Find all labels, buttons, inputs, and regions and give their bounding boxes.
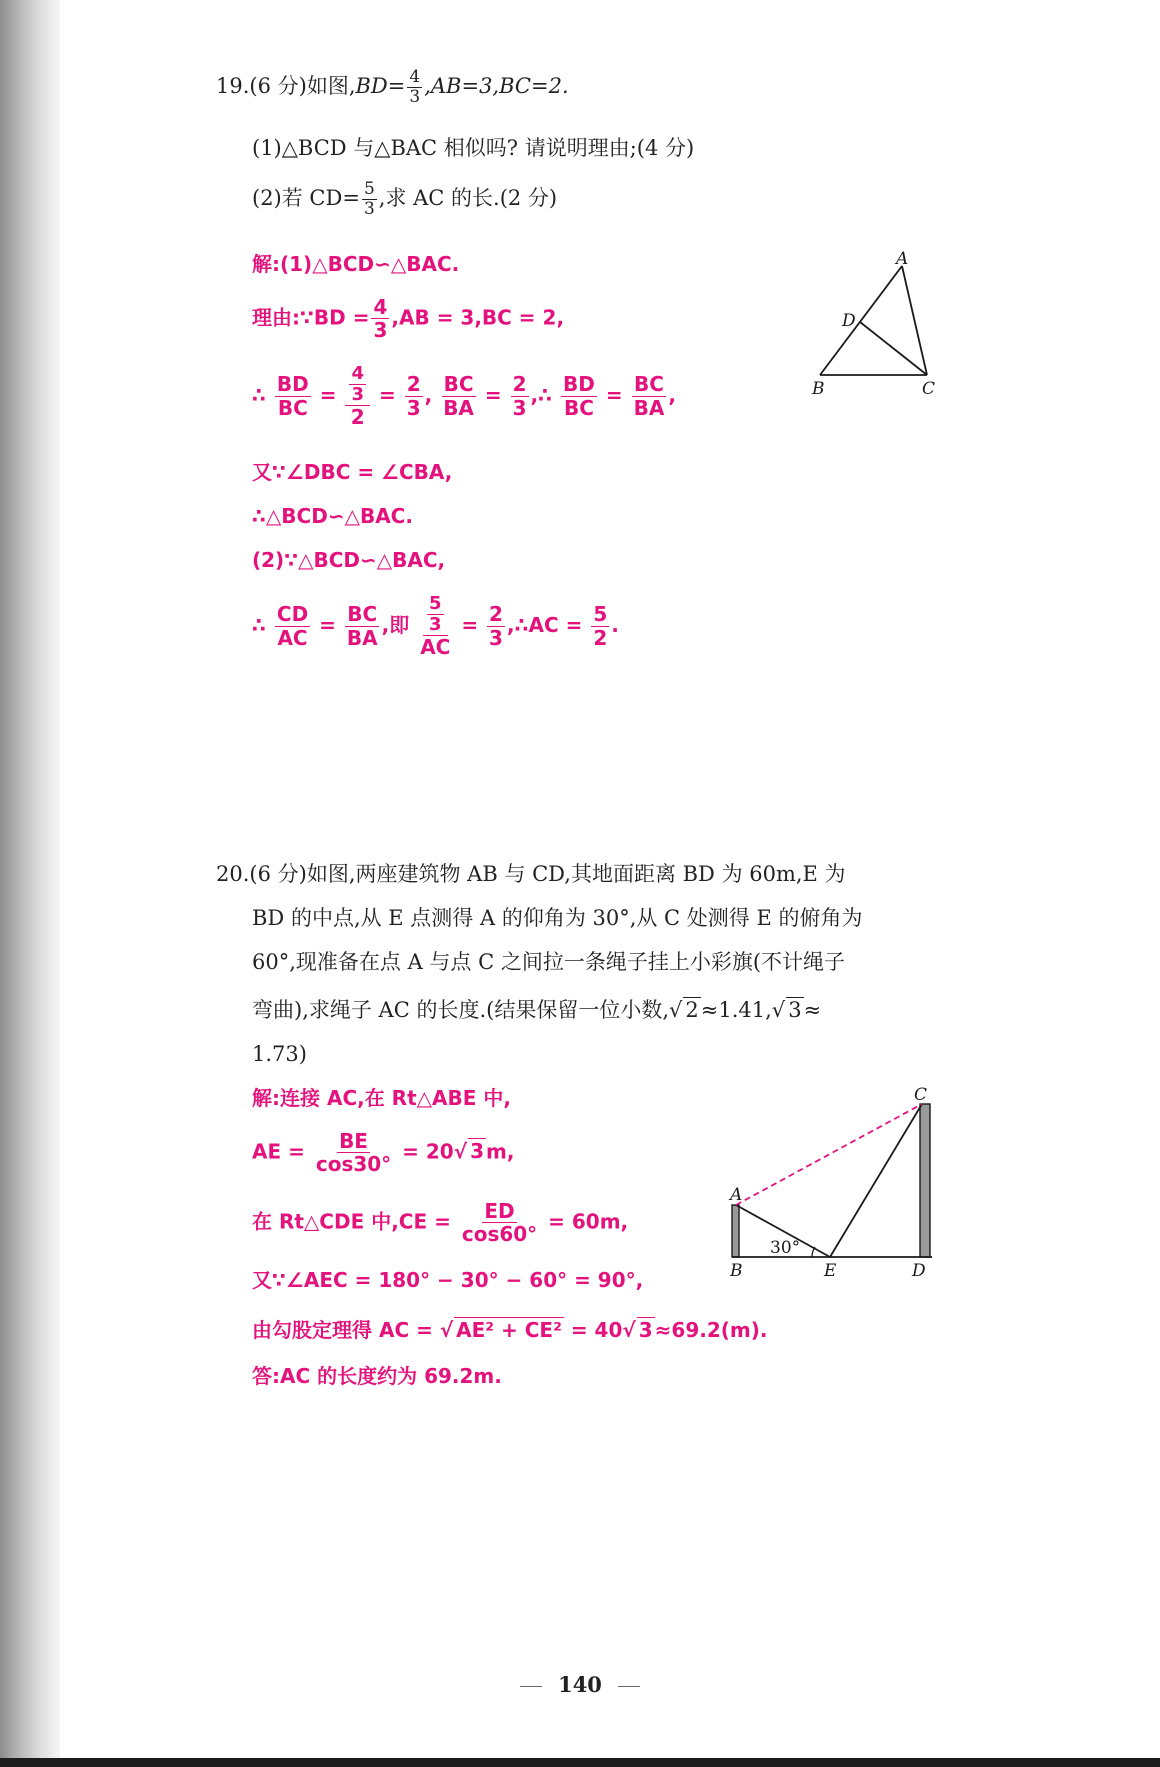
building-cd	[920, 1104, 930, 1257]
fraction-numerator: BC	[347, 602, 378, 627]
q20-line4-text: 弯曲),求绳子 AC 的长度.(结果保留一位小数,√	[252, 998, 683, 1022]
sol20-line2	[252, 1130, 514, 1176]
q19-bd-fraction	[407, 68, 422, 107]
fraction-numerator: BC	[634, 372, 664, 397]
sol20-ac-value: = 40	[570, 1318, 623, 1342]
footer-dash-left	[520, 1686, 542, 1687]
sol19-line2	[252, 296, 564, 342]
fraction-numerator: 4	[409, 67, 421, 87]
fraction-denominator: BC	[564, 395, 594, 420]
q20-line5: 1.73)	[252, 1042, 307, 1066]
label-c: C	[922, 379, 936, 399]
q19-part2-text: (2)若 CD=	[252, 186, 360, 211]
q19-bd-label: BD=	[355, 74, 406, 99]
sol19-line2-text: 理由:∵BD =	[252, 305, 370, 330]
q19-part2	[252, 180, 557, 219]
building-ab	[732, 1205, 739, 1257]
sol20-be-cos30-fraction	[314, 1130, 393, 1176]
sol19-line6: (2)∵△BCD∽△BAC,	[252, 548, 446, 572]
rope-ac	[736, 1104, 922, 1205]
sol19-bd-fraction	[371, 296, 389, 342]
fraction-numerator: 5	[593, 602, 608, 627]
triangle-figure-19	[800, 244, 950, 404]
q20-line1: 20.(6 分)如图,两座建筑物 AB 与 CD,其地面距离 BD 为 60m,E 为	[216, 862, 846, 886]
fraction-numerator: 5	[429, 593, 442, 614]
period: .	[611, 612, 619, 637]
bottom-edge	[0, 1758, 1160, 1767]
sqrt-radicand: 3	[470, 1139, 484, 1164]
sqrt-symbol: √	[453, 1139, 468, 1164]
fraction-numerator	[345, 364, 370, 406]
sol19-line5: ∴△BCD∽△BAC.	[252, 504, 413, 528]
label-e: E	[824, 1261, 837, 1280]
label-d: D	[842, 311, 856, 331]
sol19-bd-bc-ratio-2	[561, 373, 597, 419]
sol20-ac-approx: ≈69.2(m).	[654, 1318, 768, 1342]
fraction-numerator: 4	[351, 363, 364, 384]
sol19-inner-fraction	[349, 364, 366, 405]
fraction-denominator: BC	[277, 395, 308, 420]
therefore-symbol: ∴	[252, 382, 266, 407]
fraction-denominator: BA	[346, 625, 378, 650]
sol19-result-fraction	[591, 603, 609, 649]
fraction-denominator: 3	[351, 384, 364, 406]
sol20-unit: m,	[485, 1139, 515, 1164]
sol20-line5	[252, 1318, 767, 1342]
fraction-denominator: AC	[420, 635, 451, 660]
sqrt3-radicand: 3	[788, 998, 802, 1022]
sol19-cd-ac-ratio	[275, 603, 310, 649]
equals-sign: =	[319, 612, 336, 637]
sol19-two-thirds-b	[511, 373, 529, 419]
sqrt-radicand: AE² + CE²	[456, 1318, 562, 1342]
fraction-numerator: 2	[512, 372, 527, 397]
sol20-line1: 解:连接 AC,在 Rt△ABE 中,	[252, 1086, 511, 1110]
page-number: 140	[558, 1672, 602, 1697]
fraction-numerator: BD	[563, 372, 595, 397]
separator: ,即	[381, 612, 410, 637]
equals-sign: =	[319, 382, 337, 407]
sol19-nested-fraction	[345, 364, 370, 429]
q20-line2: BD 的中点,从 E 点测得 A 的仰角为 30°,从 C 处测得 E 的俯角为	[252, 906, 863, 930]
therefore-symbol: ∴	[252, 612, 266, 637]
fraction-numerator: 2	[489, 602, 503, 627]
q20-line4-mid: ≈1.41,√	[700, 998, 786, 1022]
sol19-line2-rest: ,AB = 3,BC = 2,	[391, 305, 565, 330]
fraction-numerator: BD	[276, 372, 309, 397]
sol19-line7	[252, 594, 619, 659]
fraction-numerator: 5	[363, 179, 375, 199]
equals-sign: =	[484, 382, 502, 407]
label-b: B	[730, 1261, 743, 1280]
fraction-numerator: 2	[406, 372, 421, 397]
sol19-line1: 解:(1)△BCD∽△BAC.	[252, 252, 460, 276]
sol19-five-thirds	[427, 594, 444, 635]
sol20-line5-text: 由勾股定理得 AC =	[252, 1318, 433, 1342]
label-a: A	[896, 249, 909, 269]
sol20-ae-value: = 20	[402, 1139, 454, 1164]
q19-part1: (1)△BCD 与△BAC 相似吗? 请说明理由;(4 分)	[252, 136, 695, 160]
separator: ,	[668, 382, 676, 407]
page-footer	[0, 1672, 1160, 1697]
fraction-denominator: 2	[593, 625, 608, 650]
separator: ,	[424, 382, 433, 407]
label-a: A	[730, 1185, 743, 1205]
q19-stem	[216, 68, 569, 107]
sol20-ce-value: = 60m,	[548, 1209, 629, 1234]
book-spine-shadow	[0, 0, 60, 1767]
segment-ce	[830, 1104, 922, 1257]
footer-dash-right	[618, 1686, 640, 1687]
sol20-answer: 答:AC 的长度约为 69.2m.	[252, 1364, 502, 1388]
fraction-denominator: 3	[363, 199, 375, 220]
fraction-denominator: cos60°	[461, 1222, 538, 1247]
fraction-denominator: 3	[512, 395, 527, 420]
fraction-denominator: 3	[489, 625, 503, 650]
sol19-line7-mid: ,∴AC =	[506, 612, 583, 637]
sqrt-symbol: √	[622, 1318, 636, 1342]
sol19-two-thirds-a	[405, 373, 423, 419]
fraction-denominator: 3	[406, 395, 421, 420]
fraction-denominator: cos30°	[315, 1152, 392, 1177]
sol19-nested-cd-fraction	[418, 594, 452, 659]
sol19-bc-ba-ratio	[441, 373, 476, 419]
angle-label: 30°	[770, 1238, 801, 1258]
sol19-line4: 又∵∠DBC = ∠CBA,	[252, 460, 453, 484]
sol20-line3-text: 在 Rt△CDE 中,CE =	[252, 1209, 451, 1234]
separator: ,∴	[530, 382, 553, 407]
sol19-bc-ba-ratio-2	[632, 373, 667, 419]
fraction-denominator: 2	[350, 405, 365, 430]
sqrt2-radicand: 2	[685, 998, 699, 1022]
q20-line3: 60°,现准备在点 A 与点 C 之间拉一条绳子挂上小彩旗(不计绳子	[252, 950, 846, 974]
equals-sign: =	[461, 612, 479, 637]
label-b: B	[812, 379, 825, 399]
q19-part2-rest: ,求 AC 的长.(2 分)	[378, 186, 558, 211]
sol20-ae-label: AE =	[252, 1139, 305, 1164]
segment-ab	[820, 266, 902, 375]
q20-line4	[252, 998, 821, 1023]
label-c: C	[914, 1085, 928, 1105]
sol19-line3	[252, 364, 676, 429]
fraction-numerator: CD	[276, 602, 309, 627]
fraction-denominator: 3	[409, 87, 421, 108]
sol19-two-thirds-c	[487, 603, 505, 649]
angle-arc	[812, 1247, 815, 1257]
sol19-bd-bc-ratio	[275, 373, 311, 419]
sqrt-radicand: 3	[638, 1318, 653, 1342]
sol19-bc-ba-ratio-3	[345, 603, 380, 649]
fraction-numerator	[423, 594, 448, 636]
fraction-denominator: AC	[277, 625, 308, 650]
equals-sign: =	[378, 382, 396, 407]
fraction-denominator: BA	[443, 395, 474, 420]
buildings-figure-20	[722, 1080, 942, 1280]
approx-symbol: ≈	[803, 998, 822, 1022]
fraction-numerator: ED	[484, 1199, 515, 1223]
fraction-denominator: 3	[373, 318, 388, 343]
label-d: D	[912, 1261, 926, 1280]
q19-cd-fraction	[362, 180, 377, 219]
fraction-numerator: BE	[339, 1129, 368, 1153]
sqrt-symbol: √	[439, 1318, 454, 1342]
q19-stem-rest: ,AB=3,BC=2.	[424, 74, 569, 99]
fraction-numerator: 4	[373, 295, 388, 319]
sol20-line3	[252, 1200, 628, 1246]
fraction-denominator: BA	[633, 395, 665, 420]
fraction-numerator: BC	[443, 372, 474, 397]
sol20-line4: 又∵∠AEC = 180° − 30° − 60° = 90°,	[252, 1268, 644, 1292]
q19-stem-text: 19.(6 分)如图,	[216, 74, 356, 99]
sol20-ed-cos60-fraction	[460, 1200, 539, 1246]
equals-sign: =	[605, 382, 623, 407]
fraction-denominator: 3	[429, 614, 442, 636]
